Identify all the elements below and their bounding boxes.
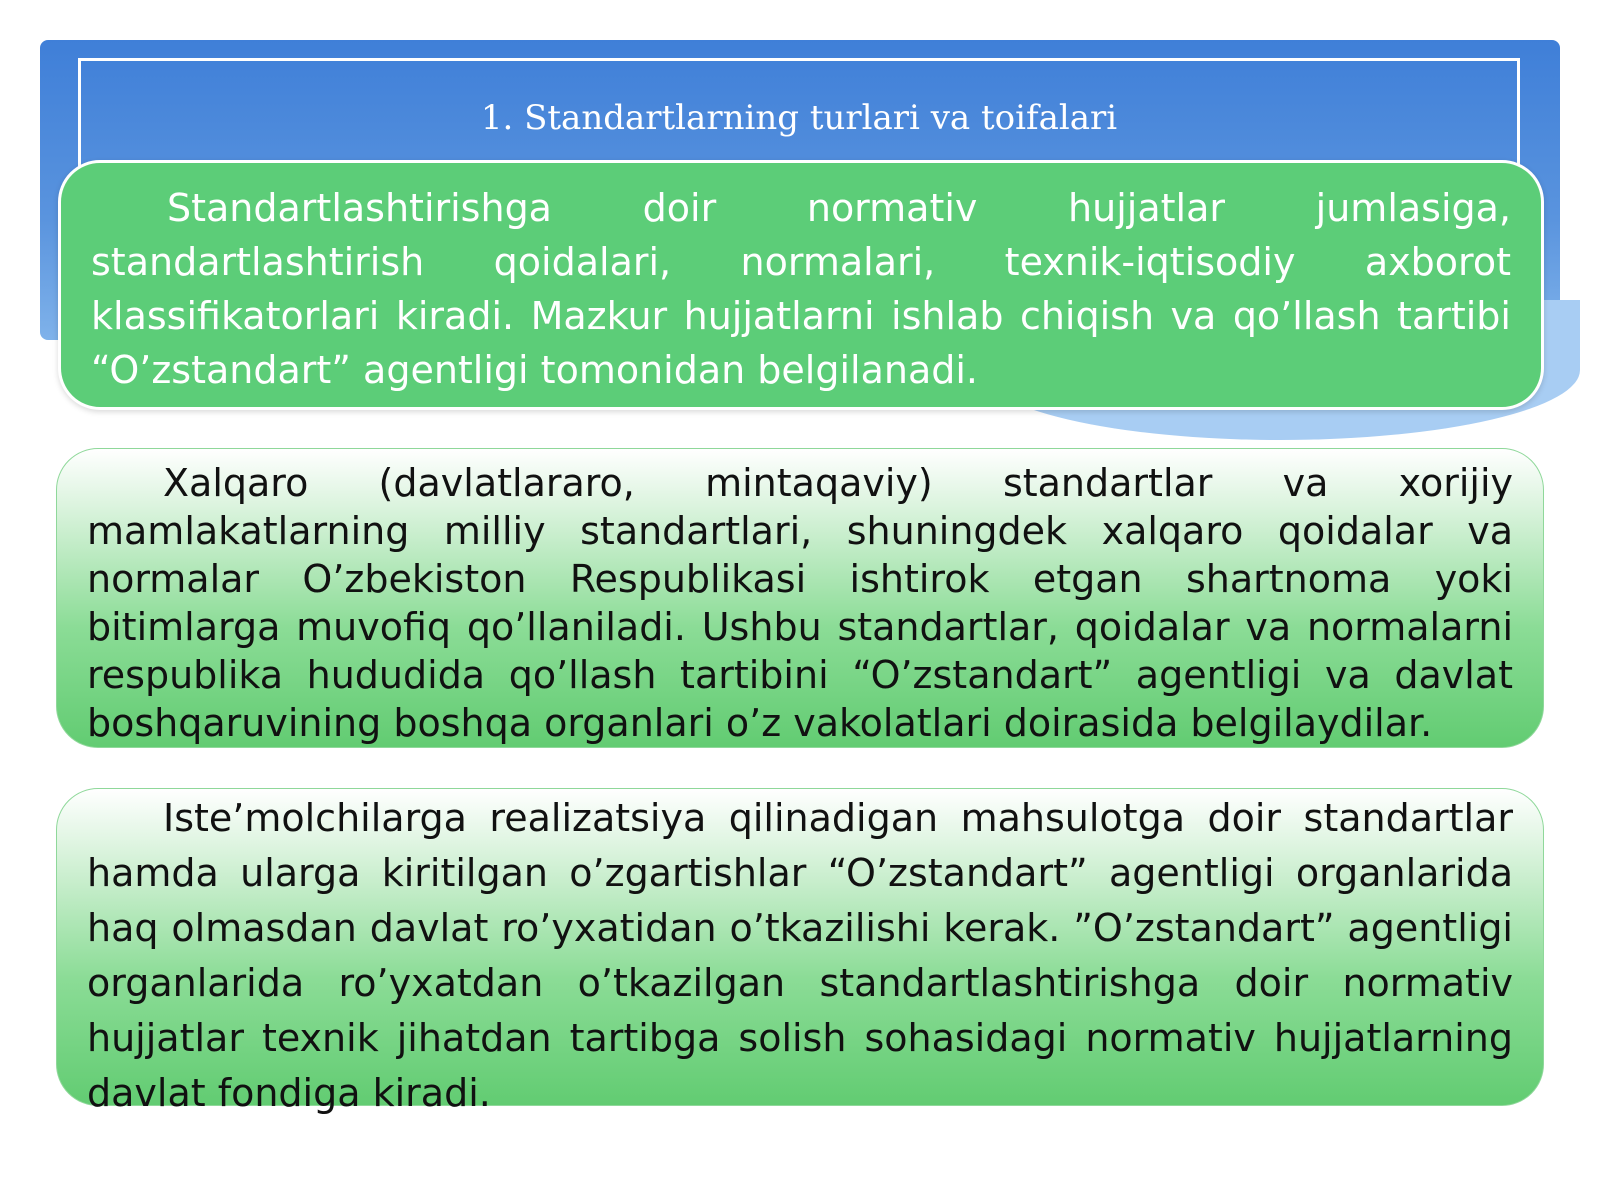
text-box-1 — [58, 160, 1544, 410]
paragraph-2: Xalqaro (davlatlararo, mintaqaviy) standartlar va xorijiy mamlakatlarning milliy standartlari, shuningdek xalqaro qoidalar va normalar O’zbekiston Respublikasi ishtirok etgan shartnoma yoki bitimlarga muvofiq qo’llaniladi. Ushbu standartlar, qoidalar va normalarni respublika hududida qo’llash tartibini “O’zstandart” agentligi va davlat boshqaruvining boshqa organlari o’z vakolatlari doirasida belgilaydilar. — [87, 461, 1513, 745]
paragraph-1: Standartlashtirishga doir normativ hujjatlar jumlasiga, standartlashtirish qoidalari, normalari, texnik-iqtisodiy axborot klassifikatorlari kiradi. Mazkur hujjatlarni ishlab chiqish va qo’llash tartibi “O’zstandart” agentligi tomonidan belgilanadi. — [91, 186, 1511, 392]
slide-title: 1. Standartlarning turlari va toifalari — [480, 98, 1118, 138]
paragraph-3: Iste’molchilarga realizatsiya qilinadigan mahsulotga doir standartlar hamda ularga kiritilgan o’zgartishlar “O’zstandart” agentligi organlarida haq olmasdan davlat ro’yxatidan o’tkazilishi kerak. ”O’zstandart” agentligi organlarida ro’yxatdan o’tkazilgan standartlashtirishga doir normativ hujjatlar texnik jihatdan tartibga solish sohasidagi normativ hujjatlarning davlat fondiga kiradi. — [87, 796, 1513, 1115]
text-box-2 — [56, 448, 1544, 748]
text-box-3 — [56, 788, 1544, 1115]
